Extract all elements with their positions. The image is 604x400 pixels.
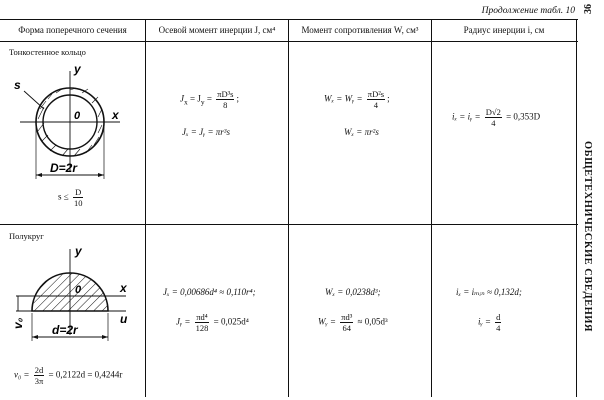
ring-radius-formula: iₓ = iᵧ = $\frac{D√2}{4}$ = 0,353D	[452, 107, 541, 128]
semicircle-resistance-formula-2: Wᵧ = $\frac{\text{πd³}}{64}$ ≈ 0,05d³	[318, 312, 388, 333]
semicircle-label-v0: v₀	[11, 317, 25, 329]
semicircle-label-u: u	[120, 312, 128, 326]
semicircle-label-x: x	[120, 281, 127, 295]
ring-label-o: 0	[74, 110, 81, 122]
semicircle-label-o: 0	[75, 284, 82, 296]
ring-resistance-formula-1: Wₓ = Wᵧ = $\frac{\text{πD²s}}{4}$ ;	[324, 89, 390, 110]
column-divider	[288, 19, 289, 397]
semicircle-inertia-formula-1: Jₓ = 0,00686d⁴ ≈ 0,110r⁴;	[163, 287, 256, 297]
table-top-rule	[0, 19, 578, 20]
ring-dim-arrow-left	[36, 173, 42, 177]
semicircle-radius-formula-1: iₓ = iₘᵢₙ ≈ 0,132d;	[456, 287, 522, 297]
column-divider-right	[576, 19, 577, 397]
semicircle-dim-arrow-left	[32, 335, 38, 339]
column-divider	[145, 19, 146, 397]
ring-label-x: x	[112, 108, 119, 122]
ring-condition: s ≤ $\frac{D}{10}$	[58, 187, 83, 208]
semicircle-resistance-formula-1: Wₓ = 0,0238d³;	[325, 287, 381, 297]
header-bottom-rule	[0, 41, 578, 42]
section-title: ОБЩЕТЕХНИЧЕСКИЕ СВЕДЕНИЯ	[582, 141, 593, 333]
row2-title: Полукруг	[9, 231, 44, 241]
semicircle-inertia-formula-2: Jᵧ = $\frac{\text{πd⁴}}{128}$ = 0,025d⁴	[176, 312, 249, 333]
semicircle-section-figure	[2, 241, 144, 366]
continuation-note: Продолжение табл. 10	[481, 6, 575, 16]
semicircle-condition: v₀ = $\frac{2d}{3\pi}$ = 0,2122d = 0,4244r	[14, 365, 123, 386]
ring-dim-arrow-right	[98, 173, 104, 177]
properties-table	[0, 19, 578, 397]
semicircle-radius-formula-2: iᵧ = $\frac{d}{4}$	[478, 312, 501, 333]
ring-inertia-formula-2: Jₓ = Jᵧ = πr³s	[182, 127, 230, 137]
header-radius: Радиус инерции i, см	[463, 25, 545, 35]
ring-thickness-leader	[24, 91, 44, 109]
ring-resistance-formula-2: Wₓ = πr²s	[344, 127, 379, 137]
semicircle-label-y: y	[75, 244, 82, 258]
page-number: 36	[583, 4, 594, 14]
ring-label-s: s	[14, 78, 21, 92]
row-divider	[0, 224, 578, 225]
header-resistance: Момент сопротивления W, см³	[301, 25, 419, 35]
header-shape: Форма поперечного сечения	[18, 25, 127, 35]
row1-title: Тонкостенное кольцо	[9, 47, 86, 57]
ring-label-y: y	[74, 62, 81, 76]
semicircle-dim-arrow-right	[102, 335, 108, 339]
ring-label-dim: D=2r	[50, 161, 78, 175]
ring-inertia-formula-1: $J_x = J_y$ = $\frac{\text{πD³s}}{8}$ ;	[180, 89, 239, 110]
semicircle-label-dim: d=2r	[52, 323, 78, 337]
header-inertia: Осевой момент инерции J, см⁴	[158, 25, 276, 35]
column-divider	[431, 19, 432, 397]
